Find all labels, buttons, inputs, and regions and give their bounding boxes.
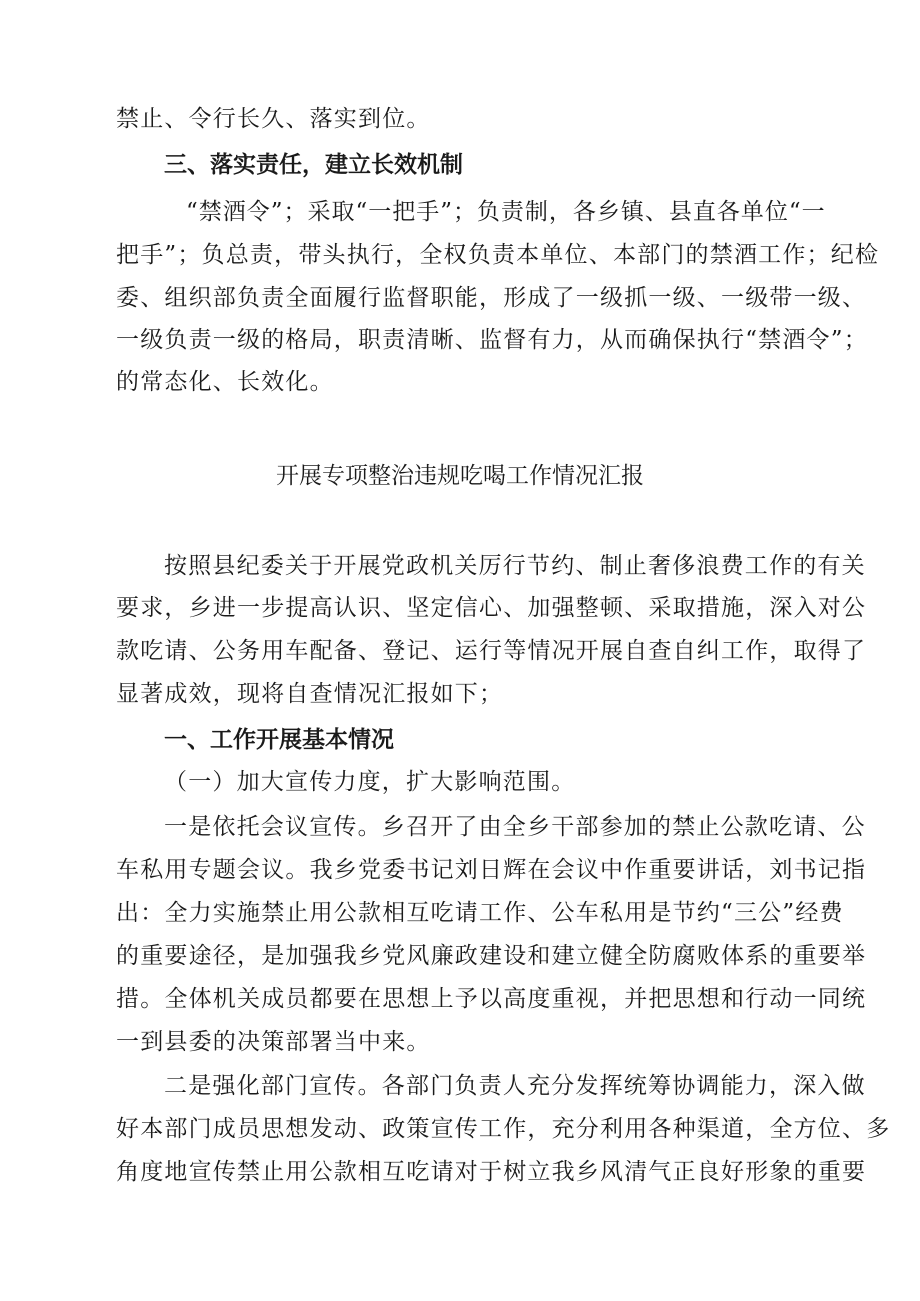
paragraph-line: 角度地宣传禁止用公款相互吃请对于树立我乡风清气正良好形象的重要 [116,1159,867,1185]
paragraph-line: 措。全体机关成员都要在思想上予以高度重视，并把思想和行动一同统 [116,986,867,1012]
paragraph-line: 二是强化部门宣传。各部门负责人充分发挥统筹协调能力，深入做 [164,1073,866,1099]
paragraph-line: 出：全力实施禁止用公款相互吃请工作、公车私用是节约“三公”经费 [116,900,844,926]
paragraph-line: 一到县委的决策部署当中来。 [116,1029,431,1055]
subsection-heading: （一）加大宣传力度，扩大影响范围。 [164,769,576,795]
paragraph-line: 一级负责一级的格局，职责清晰、监督有力，从而确保执行“禁酒令”； [116,327,868,353]
intro-line: 款吃请、公务用车配备、登记、运行等情况开展自查自纠工作，取得了 [116,638,867,664]
intro-line: 按照县纪委关于开展党政机关厉行节约、制止奢侈浪费工作的有关 [164,553,866,579]
paragraph-line: “禁酒令”；采取“一把手”；负责制，各乡镇、县直各单位“一 [186,199,826,225]
section-heading-three: 三、落实责任，建立长效机制 [164,152,463,178]
paragraph-line: 车私用专题会议。我乡党委书记刘日辉在会议中作重要讲话，刘书记指 [116,857,867,883]
intro-line: 显著成效，现将自查情况汇报如下； [116,681,504,707]
report-title: 开展专项整治违规吃喝工作情况汇报 [276,463,644,489]
intro-line: 要求，乡进一步提高认识、坚定信心、加强整顿、采取措施，深入对公 [116,595,867,621]
paragraph-line: 好本部门成员思想发动、政策宣传工作，充分利用各种渠道，全方位、多 [116,1116,891,1142]
paragraph-line: 委、组织部负责全面履行监督职能，形成了一级抓一级、一级带一级、 [116,285,867,311]
paragraph-line: 一是依托会议宣传。乡召开了由全乡干部参加的禁止公款吃请、公 [164,814,866,840]
section-heading-one: 一、工作开展基本情况 [164,727,394,753]
paragraph-line: 把手”；负总责，带头执行，全权负责本单位、本部门的禁酒工作；纪检 [116,242,880,268]
paragraph-line: 的重要途径，是加强我乡党风廉政建设和建立健全防腐败体系的重要举 [116,943,867,969]
paragraph-tail-line: 禁止、令行长久、落实到位。 [116,106,431,132]
paragraph-line: 的常态化、长效化。 [116,369,334,395]
